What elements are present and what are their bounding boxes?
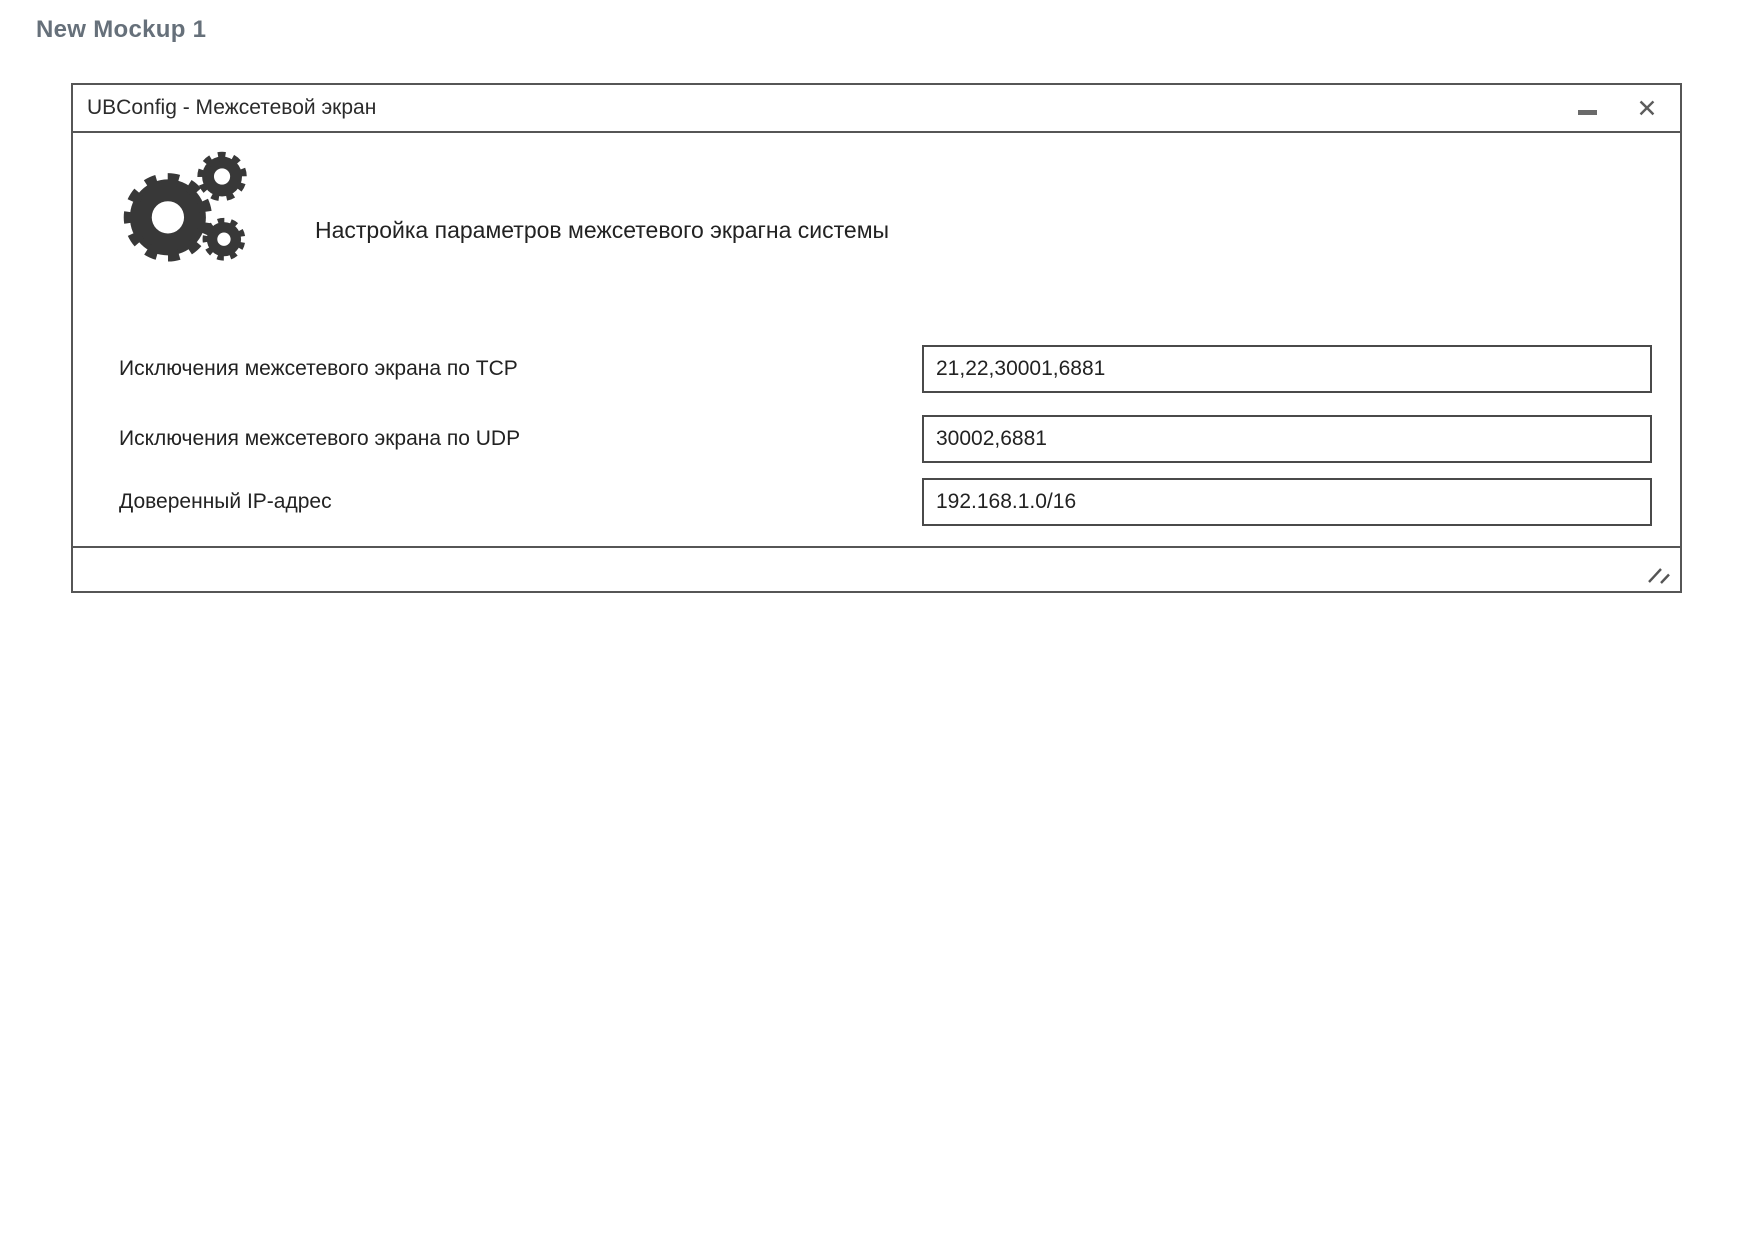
field-input-tcp-exceptions[interactable] [922, 345, 1652, 393]
field-row-trusted-ip [73, 478, 1680, 526]
field-row-udp-exceptions [73, 415, 1680, 463]
minimize-button[interactable] [1570, 91, 1604, 125]
window-ubconfig-firewall [71, 83, 1682, 593]
field-input-udp-exceptions[interactable] [922, 415, 1652, 463]
field-row-tcp-exceptions [73, 345, 1680, 393]
resize-grip-icon[interactable] [1646, 565, 1672, 585]
field-label-udp-exceptions: Исключения межсетевого экрана по UDP [119, 427, 521, 450]
window-header-text: Настройка параметров межсетевого экрагна системы [315, 217, 890, 243]
window-content [73, 133, 1680, 546]
field-label-trusted-ip: Доверенный IP-адрес [119, 490, 332, 513]
window-controls [1570, 91, 1664, 125]
field-input-trusted-ip[interactable] [922, 478, 1652, 526]
minimize-icon [1578, 110, 1597, 115]
window-title: UBConfig - Межсетевой экран [87, 96, 377, 119]
close-icon: ✕ [1636, 93, 1658, 123]
close-button[interactable] [1630, 91, 1664, 125]
mockup-title: New Mockup 1 [36, 16, 207, 43]
gears-icon [109, 147, 261, 263]
field-label-tcp-exceptions: Исключения межсетевого экрана по TCP [119, 357, 518, 380]
window-statusbar [73, 546, 1680, 591]
window-titlebar[interactable] [73, 85, 1680, 133]
